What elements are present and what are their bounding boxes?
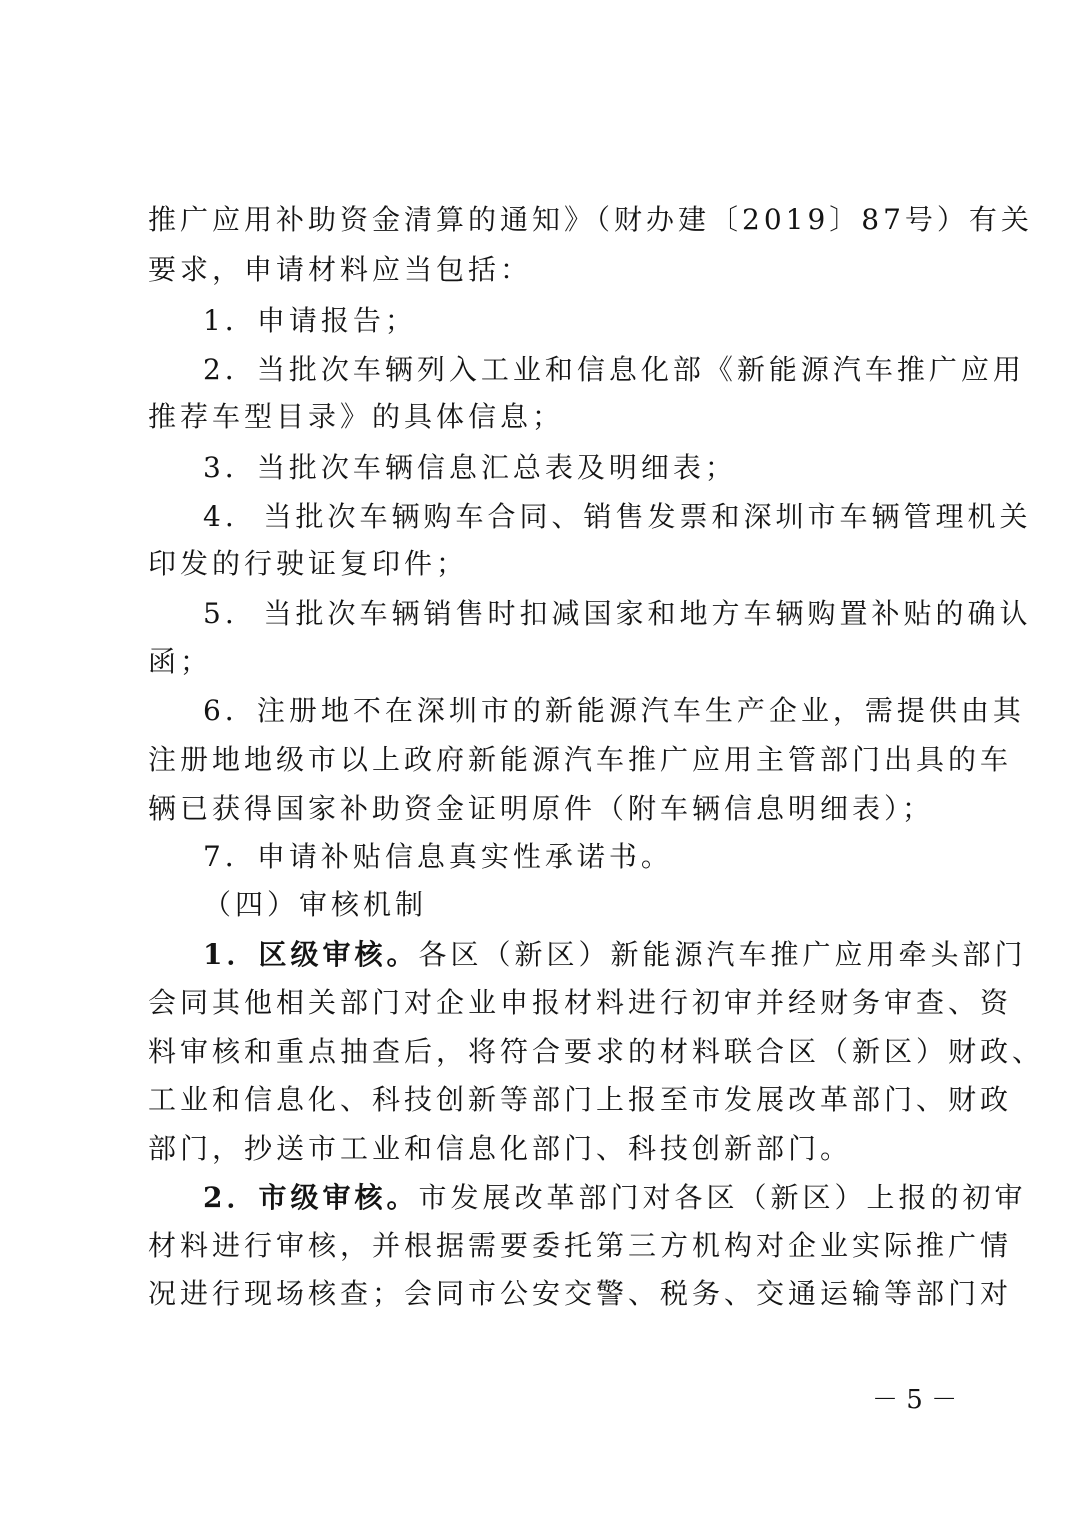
body-line: 材料进行审核，并根据需要委托第三方机构对企业实际推广情 xyxy=(148,1229,1013,1262)
review-item-city xyxy=(203,1173,1027,1222)
body-line: 会同其他相关部门对企业申报材料进行初审并经财务审查、资 xyxy=(148,986,1013,1019)
body-line: 况进行现场核查；会同市公安交警、税务、交通运输等部门对 xyxy=(148,1277,1013,1310)
body-line: 要求，申请材料应当包括： xyxy=(148,253,533,286)
review-item-city-title: 2．市级审核。 xyxy=(203,1181,419,1214)
body-line: 工业和信息化、科技创新等部门上报至市发展改革部门、财政 xyxy=(148,1083,1013,1116)
body-line: 注册地地级市以上政府新能源汽车推广应用主管部门出具的车 xyxy=(148,743,1013,776)
list-item-7: 7．申请补贴信息真实性承诺书。 xyxy=(203,840,673,873)
list-item-4: 4. 当批次车辆购车合同、销售发票和深圳市车辆管理机关 xyxy=(203,500,1032,533)
body-line: 料审核和重点抽查后，将符合要求的材料联合区（新区）财政、 xyxy=(148,1035,1045,1068)
list-item-3: 3．当批次车辆信息汇总表及明细表； xyxy=(203,451,737,484)
list-item-5: 5. 当批次车辆销售时扣减国家和地方车辆购置补贴的确认 xyxy=(203,597,1032,630)
body-line: 印发的行驶证复印件； xyxy=(148,547,469,580)
body-line: 推广应用补助资金清算的通知》（财办建〔2019〕87号）有关 xyxy=(148,203,1033,236)
section-heading: （四）审核机制 xyxy=(203,888,428,921)
list-item-6: 6．注册地不在深圳市的新能源汽车生产企业，需提供由其 xyxy=(203,694,1025,727)
review-item-district-title: 1．区级审核。 xyxy=(203,938,419,971)
review-item-district xyxy=(203,930,1027,979)
list-item-1: 1．申请报告； xyxy=(203,304,417,337)
body-line: 推荐车型目录》的具体信息； xyxy=(148,400,565,433)
body-line: 辆已获得国家补助资金证明原件（附车辆信息明细表）； xyxy=(148,792,935,825)
page-number: － 5 － xyxy=(872,1385,958,1415)
review-item-city-text: 市发展改革部门对各区（新区）上报的初审 xyxy=(418,1181,1027,1214)
review-item-district-text: 各区（新区）新能源汽车推广应用牵头部门 xyxy=(418,938,1027,971)
body-line: 部门，抄送市工业和信息化部门、科技创新部门。 xyxy=(148,1132,853,1165)
body-line: 函； xyxy=(148,645,213,678)
list-item-2: 2．当批次车辆列入工业和信息化部《新能源汽车推广应用 xyxy=(203,353,1025,386)
